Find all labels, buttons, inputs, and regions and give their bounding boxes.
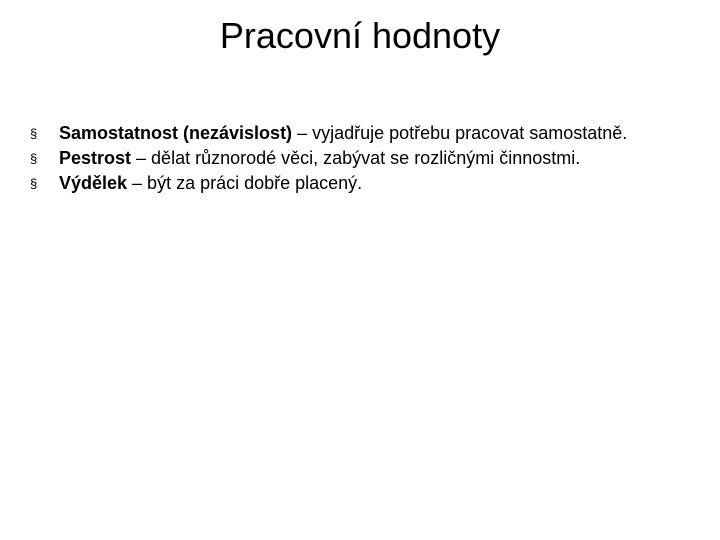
slide-title: Pracovní hodnoty (219, 15, 501, 56)
bullet-term: Pestrost (59, 148, 132, 168)
bullet-list (30, 121, 700, 196)
bullet-marker-icon: § (30, 151, 38, 166)
bullet-item-vydelek (30, 171, 700, 196)
bullet-text: – vyjadřuje potřebu pracovat samostatně. (292, 123, 628, 143)
bullet-item-pestrost (30, 146, 700, 171)
bullet-term: Samostatnost (nezávislost) (59, 123, 293, 143)
bullet-item-samostatnost (30, 121, 700, 146)
bullet-text: – dělat různorodé věci, zabývat se rozličnými činnostmi. (131, 148, 581, 168)
bullet-marker-icon: § (30, 126, 38, 141)
bullet-term: Výdělek (59, 173, 128, 193)
bullet-text: – být za práci dobře placený. (127, 173, 363, 193)
bullet-marker-icon: § (30, 176, 38, 191)
